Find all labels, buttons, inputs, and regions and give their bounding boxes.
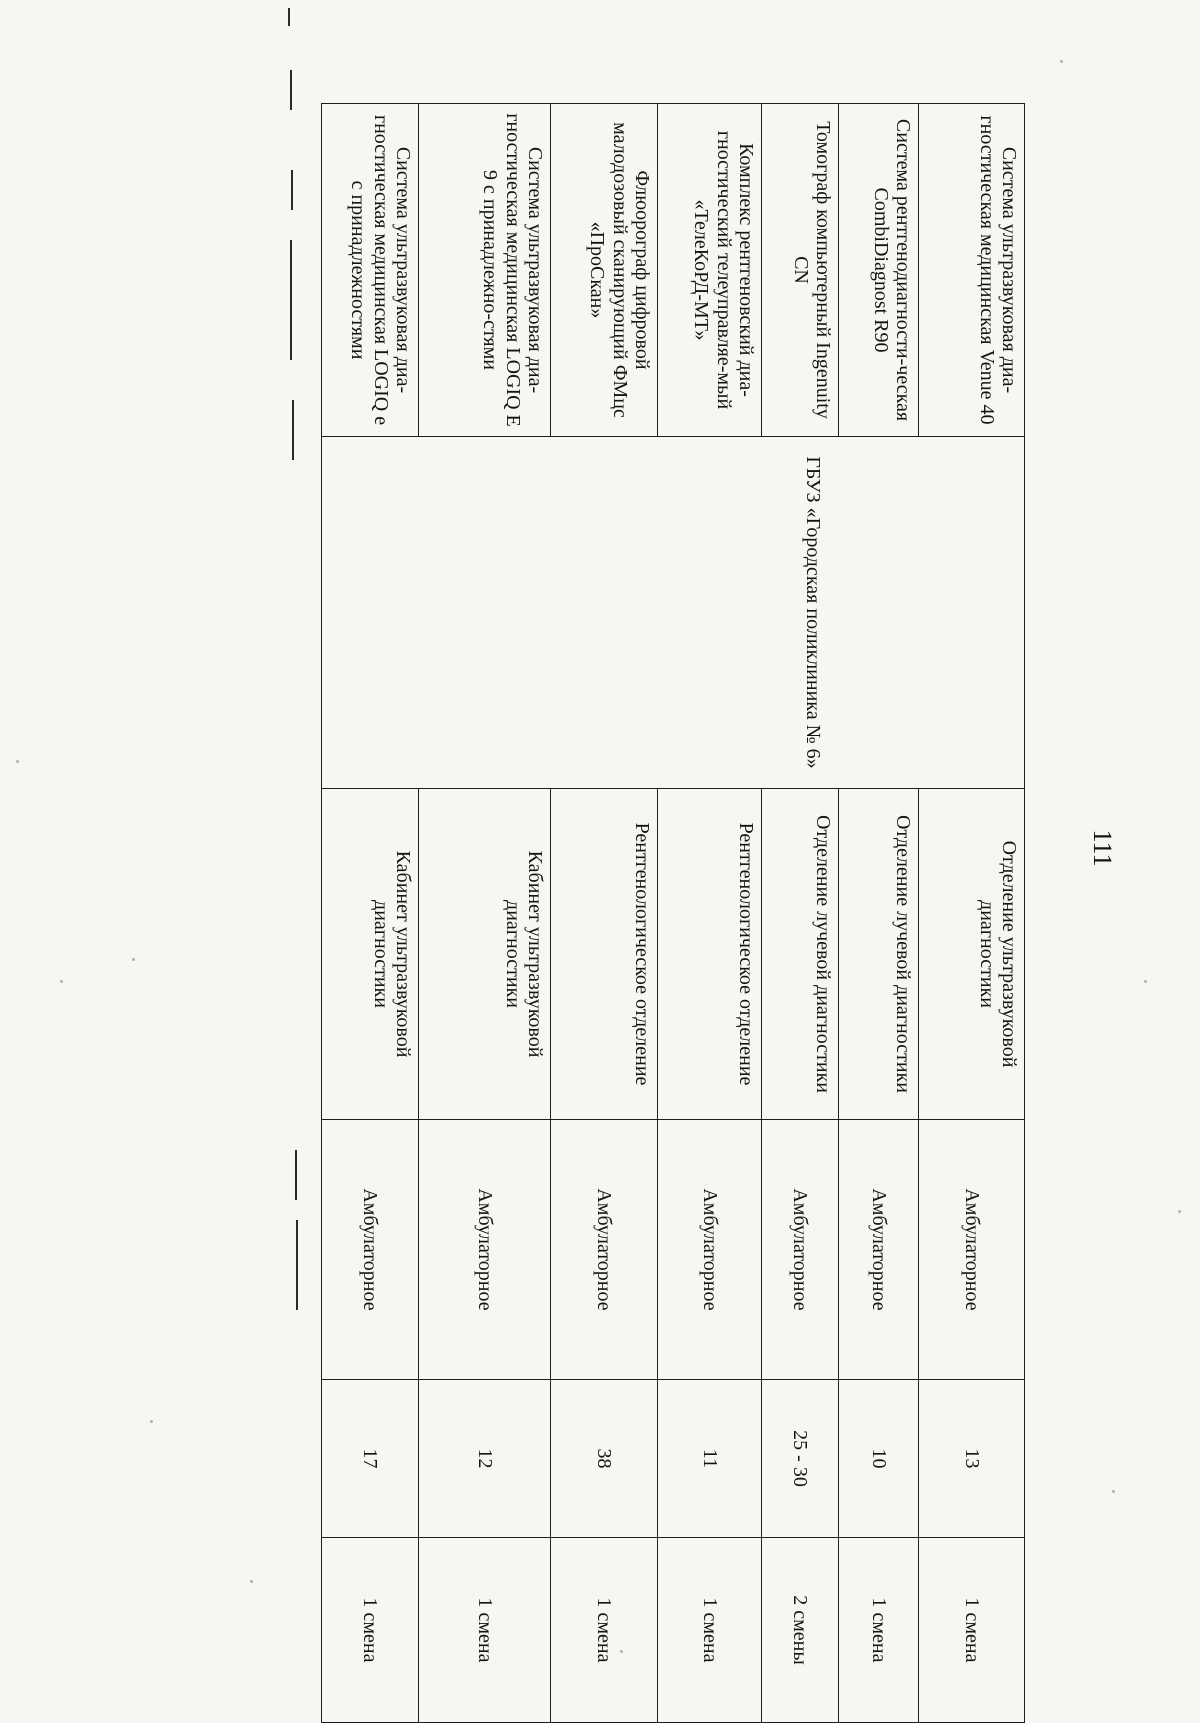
scan-margin-mark xyxy=(292,400,294,460)
department-cell: Отделение лучевой диагностики xyxy=(762,789,839,1120)
table-row xyxy=(658,104,762,1723)
table-row xyxy=(919,104,1025,1723)
equipment-cell: Томограф компьютерный Ingenuity CN xyxy=(762,104,839,437)
shift-cell: 1 смена xyxy=(551,1538,658,1723)
equipment-cell: Комплекс рентгеновский диа-гностический телеуправляе-мый «ТелеКоРД-МТ» xyxy=(658,104,762,437)
table-row xyxy=(762,104,839,1723)
count-cell: 12 xyxy=(419,1380,551,1538)
equipment-table xyxy=(321,103,1025,1723)
scan-margin-mark xyxy=(296,1220,298,1310)
scan-speck xyxy=(132,958,135,961)
scan-margin-mark xyxy=(288,8,290,26)
care-type-cell: Амбулаторное xyxy=(762,1120,839,1380)
department-cell: Рентгенологическое отделение xyxy=(658,789,762,1120)
scan-speck xyxy=(150,1420,153,1423)
department-cell: Отделение ультразвуковой диагностики xyxy=(919,789,1025,1120)
scan-speck xyxy=(250,1580,253,1583)
department-cell: Рентгенологическое отделение xyxy=(551,789,658,1120)
equipment-cell: Система ультразвуковая диа-гностическая медицинская LOGIQ e с принадлежностями xyxy=(322,104,419,437)
scan-speck xyxy=(1178,1210,1181,1213)
scan-speck xyxy=(1144,980,1147,983)
table-row xyxy=(419,104,551,1723)
equipment-cell: Система ультразвуковая диа-гностическая медицинская Venue 40 xyxy=(919,104,1025,437)
department-cell: Кабинет ультразвуковой диагностики xyxy=(322,789,419,1120)
scan-margin-mark xyxy=(290,70,292,110)
equipment-cell: Система ультразвуковая диа-гностическая медицинская LOGIQ E 9 с принадлежно-стями xyxy=(419,104,551,437)
scan-margin-mark xyxy=(290,240,292,360)
care-type-cell: Амбулаторное xyxy=(658,1120,762,1380)
shift-cell: 1 смена xyxy=(658,1538,762,1723)
care-type-cell: Амбулаторное xyxy=(419,1120,551,1380)
equipment-cell: Флюорограф цифровой малодозовый сканирующий ФМцс «ПроСкан» xyxy=(551,104,658,437)
count-cell: 11 xyxy=(658,1380,762,1538)
shift-cell: 1 смена xyxy=(839,1538,919,1723)
care-type-cell: Амбулаторное xyxy=(839,1120,919,1380)
shift-cell: 1 смена xyxy=(919,1538,1025,1723)
department-cell: Отделение лучевой диагностики xyxy=(839,789,919,1120)
scan-speck xyxy=(16,760,19,763)
equipment-cell: Система рентгенодиагности-ческая CombiDiagnost R90 xyxy=(839,104,919,437)
care-type-cell: Амбулаторное xyxy=(551,1120,658,1380)
scan-speck xyxy=(1112,1490,1115,1493)
count-cell: 13 xyxy=(919,1380,1025,1538)
facility-cell: ГБУЗ «Городская поликлиника № 6» xyxy=(322,437,1025,789)
scan-speck xyxy=(60,980,63,983)
count-cell: 38 xyxy=(551,1380,658,1538)
care-type-cell: Амбулаторное xyxy=(322,1120,419,1380)
count-cell: 25 - 30 xyxy=(762,1380,839,1538)
shift-cell: 1 смена xyxy=(419,1538,551,1723)
table-row xyxy=(322,104,419,1723)
shift-cell: 1 смена xyxy=(322,1538,419,1723)
care-type-cell: Амбулаторное xyxy=(919,1120,1025,1380)
shift-cell: 2 смены xyxy=(762,1538,839,1723)
page-number: 111 xyxy=(1088,829,1117,867)
count-cell: 10 xyxy=(839,1380,919,1538)
equipment-table-wrapper xyxy=(322,103,1025,1665)
table-row xyxy=(551,104,658,1723)
department-cell: Кабинет ультразвуковой диагностики xyxy=(419,789,551,1120)
scan-speck xyxy=(1060,60,1063,63)
scan-margin-mark xyxy=(295,1150,297,1200)
count-cell: 17 xyxy=(322,1380,419,1538)
table-row xyxy=(839,104,919,1723)
scan-margin-mark xyxy=(291,170,293,210)
